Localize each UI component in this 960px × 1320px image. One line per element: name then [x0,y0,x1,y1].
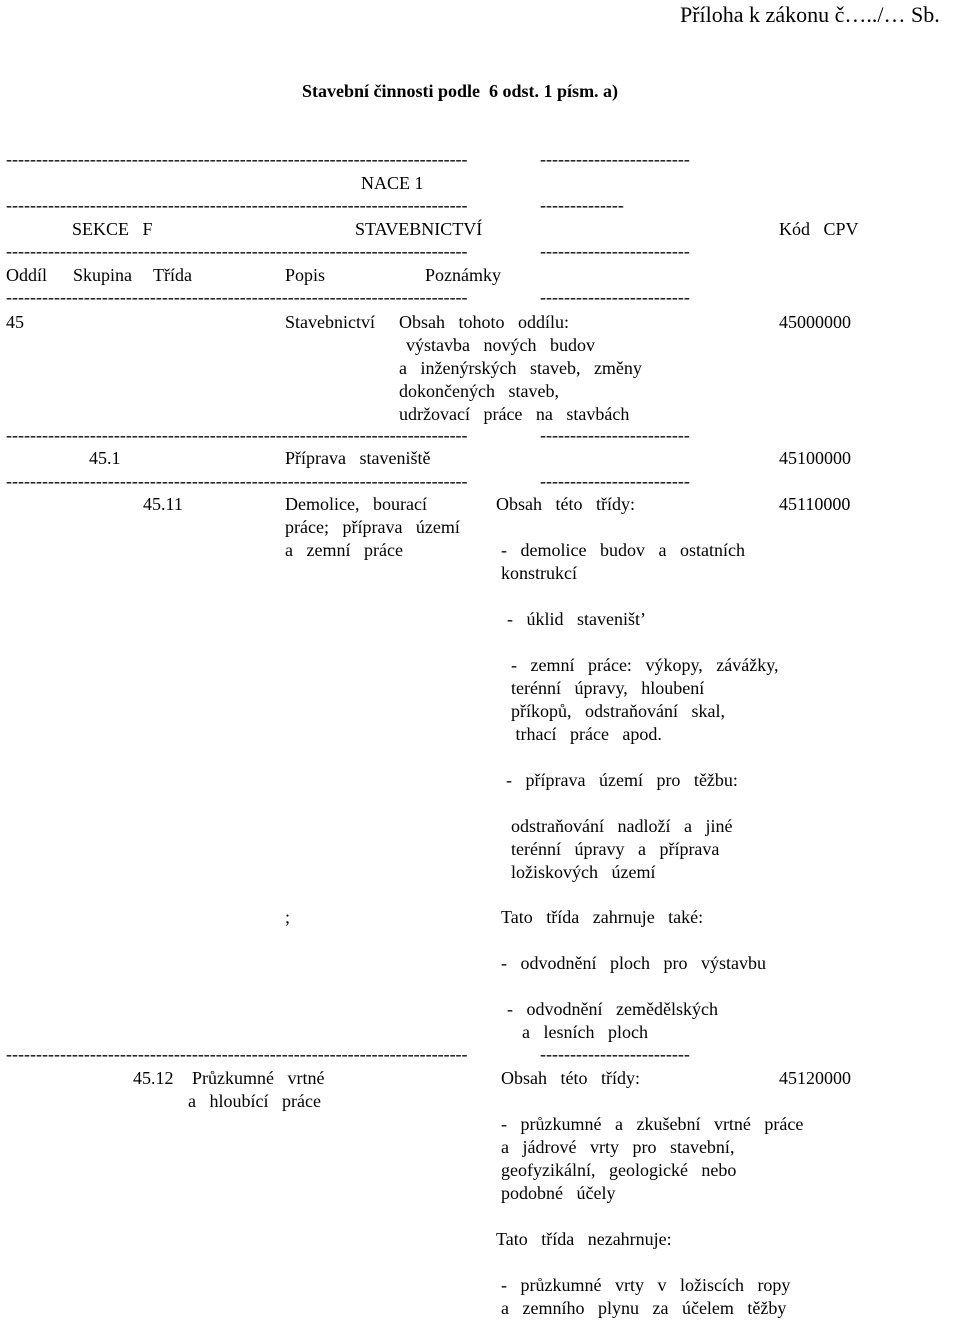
row-45-note-line: výstavba nových budov [406,335,595,355]
rule-right: ------------------------- [540,287,690,307]
row-45-popis: Stavebnictví [285,312,375,332]
column-header-skupina: Skupina [73,265,133,285]
row-4512-item-line: geofyzikální, geologické nebo [501,1160,737,1180]
rule-left: ----------------------------------------------------------------------------- [6,195,468,215]
row-4511-item-line: příkopů, odstraňování skal, [511,701,725,721]
page-title: Stavební činnosti podle 6 odst. 1 písm. a) [302,81,619,101]
rule-right: ------------------------- [540,241,690,261]
row-4511-item-line: terénní úpravy a příprava [511,839,720,859]
row-4512-code: 45.12 [133,1068,174,1088]
column-header-poznamky: Poznámky [425,265,501,285]
rule-left: ----------------------------------------------------------------------------- [6,241,468,261]
sekce-label: SEKCE F [72,219,153,239]
row-4512-item-line: - průzkumné a zkušební vrtné práce [501,1114,804,1134]
rule-left: ----------------------------------------------------------------------------- [6,425,468,445]
row-4511-item-line: odstraňování nadloží a jiné [511,816,733,836]
row-4511-popis-line: práce; příprava území [285,517,460,537]
row-4511-cpv: 45110000 [779,494,851,514]
row-4511-item-line: - úklid staveništ’ [507,609,646,629]
rule-right: ------------------------- [540,1044,690,1064]
row-45-note-line: a inženýrských staveb, změny [399,358,642,378]
rule-left: ----------------------------------------------------------------------------- [6,149,468,169]
nace-label: NACE 1 [361,173,424,193]
row-4511-item-line: - odvodnění zemědělských [507,999,718,1019]
rule-left: ----------------------------------------------------------------------------- [6,1044,468,1064]
row-4512-item-line: podobné účely [501,1183,616,1203]
row-4511-item-line: ložiskových území [511,862,656,882]
row-451-cpv: 45100000 [779,448,851,468]
row-451-code: 45.1 [89,448,121,468]
section-title: STAVEBNICTVÍ [355,219,483,239]
row-4511-zahrnuje-label: Tato třída zahrnuje také: [501,907,704,927]
row-4511-item-line: - zemní práce: výkopy, závážky, [511,655,779,675]
row-4511-item-line: - odvodnění ploch pro výstavbu [501,953,766,973]
row-4511-item-line: - demolice budov a ostatních [501,540,745,560]
rule-right: ------------------------- [540,149,690,169]
rule-left: ----------------------------------------------------------------------------- [6,287,468,307]
row-451-popis: Příprava staveniště [285,448,431,468]
rule-right-short: -------------- [540,195,624,215]
rule-right: ------------------------- [540,425,690,445]
row-4511-item-line: konstrukcí [501,563,577,583]
row-4512-popis-line: a hloubící práce [188,1091,321,1111]
column-header-popis: Popis [285,265,326,285]
row-45-code: 45 [6,312,24,332]
column-header-oddil: Oddíl [6,265,48,285]
row-4511-item-line: a lesních ploch [522,1022,648,1042]
row-45-cpv: 45000000 [779,312,851,332]
row-4511-item-line: - příprava území pro těžbu: [506,770,738,790]
row-4512-excl-line: a zemního plynu za účelem těžby [501,1298,787,1318]
row-45-note-line: Obsah tohoto oddílu: [399,312,569,332]
row-4511-item-line: terénní úpravy, hloubení [511,678,705,698]
annex-label: Příloha k zákonu č…../… Sb. [680,2,940,27]
row-4512-item-line: a jádrové vrty pro stavební, [501,1137,735,1157]
row-45-note-line: udržovací práce na stavbách [399,404,630,424]
kod-cpv-label: Kód CPV [779,219,859,239]
row-4511-popis-line: Demolice, bourací [285,494,427,514]
row-4512-popis-line: Průzkumné vrtné [192,1068,325,1088]
row-4511-code: 45.11 [143,494,183,514]
rule-right: ------------------------- [540,471,690,491]
column-header-trida: Třída [153,265,192,285]
row-4511-item-line: trhací práce apod. [511,724,662,744]
row-4512-nezahrnuje-label: Tato třída nezahrnuje: [496,1229,672,1249]
row-4512-excl-line: - průzkumné vrty v ložiscích ropy [501,1275,791,1295]
row-4512-cpv: 45120000 [779,1068,851,1088]
rule-left: ----------------------------------------------------------------------------- [6,471,468,491]
row-4511-semicolon: ; [285,907,291,927]
row-4511-obsah-label: Obsah této třídy: [496,494,635,514]
row-4512-obsah-label: Obsah této třídy: [501,1068,640,1088]
row-45-note-line: dokončených staveb, [399,381,559,401]
row-4511-popis-line: a zemní práce [285,540,403,560]
